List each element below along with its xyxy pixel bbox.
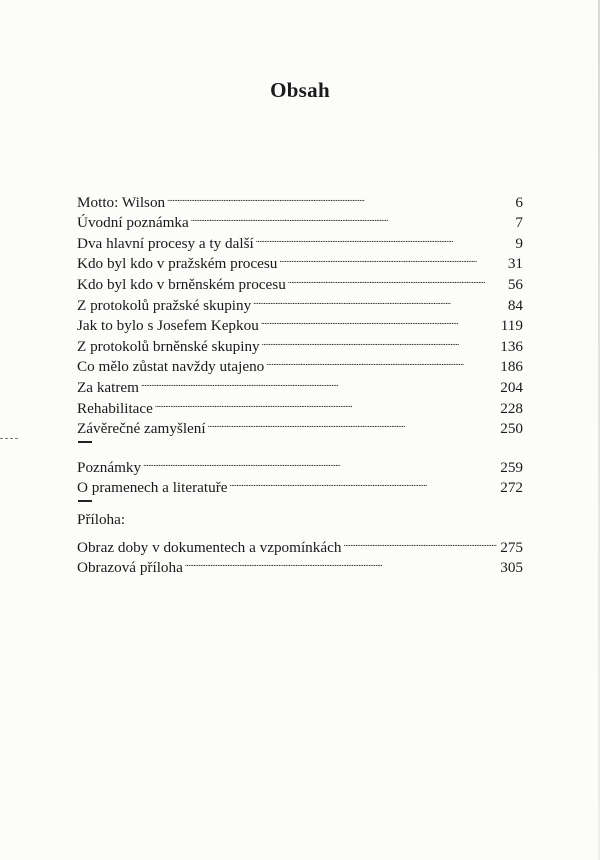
toc-entry-title: Co mělo zůstat navždy utajeno (77, 358, 265, 376)
toc-entry-page: 31 (507, 255, 523, 273)
dot-leader (262, 330, 498, 351)
dot-leader (155, 392, 497, 413)
toc-entry-page: 250 (500, 420, 523, 438)
toc-entry-page: 305 (500, 559, 523, 577)
toc-entry-title: Kdo byl kdo v brněnském procesu (77, 275, 286, 293)
toc-entry-title: Úvodní poznámka (77, 214, 189, 232)
toc-entry-title: Motto: Wilson (77, 193, 166, 211)
toc-entry-title: Z protokolů pražské skupiny (77, 296, 252, 314)
toc-entry-page: 275 (500, 538, 523, 556)
dot-leader (253, 289, 498, 310)
dot-leader (261, 310, 498, 331)
table-of-contents (77, 186, 523, 577)
toc-entry-title: Obraz doby v dokumentech a vzpomínkách (77, 538, 342, 556)
toc-entry-title: Z protokolů brněnské skupiny (77, 337, 260, 355)
toc-entry-page: 56 (507, 275, 523, 293)
toc-entry-title: Rehabilitace (77, 399, 153, 417)
dot-leader (343, 531, 497, 552)
toc-entry-page: 186 (500, 358, 523, 376)
dot-leader (279, 248, 498, 269)
dot-leader (167, 186, 498, 207)
dot-leader (141, 371, 497, 392)
toc-entry-title: Za katrem (77, 378, 139, 396)
appendix-heading: Příloha: (77, 511, 126, 529)
toc-entry-page: 136 (500, 337, 523, 355)
toc-entry (77, 186, 523, 211)
dot-leader (256, 227, 498, 248)
toc-entry-page: 204 (500, 378, 523, 396)
toc-entry-page: 259 (500, 458, 523, 476)
dot-leader (143, 451, 497, 472)
dot-leader (266, 351, 497, 372)
toc-entry (77, 392, 523, 417)
toc-entry-title: Obrazová příloha (77, 559, 183, 577)
dot-leader (288, 268, 498, 289)
toc-entry-title: Závěrečné zamyšlení (77, 420, 206, 438)
toc-entry-title: Poznámky (77, 458, 142, 476)
toc-entry-page: 228 (500, 399, 523, 417)
toc-entry-title: Kdo byl kdo v pražském procesu (77, 255, 278, 273)
toc-entry-title: Dva hlavní procesy a ty další (77, 234, 254, 252)
toc-entry-page: 84 (507, 296, 523, 314)
dot-leader (230, 472, 498, 493)
toc-entry (77, 472, 523, 497)
toc-notes-section (77, 451, 523, 497)
scan-margin-mark (0, 438, 18, 440)
dot-leader (185, 552, 497, 573)
toc-main-section (77, 186, 523, 438)
dot-leader (208, 413, 498, 434)
toc-entry-page: 9 (515, 234, 523, 252)
toc-entry-page: 7 (515, 214, 523, 232)
toc-entry (77, 531, 523, 556)
toc-entry-page: 272 (500, 479, 523, 497)
toc-entry-page: 119 (500, 317, 523, 335)
toc-entry-page: 6 (515, 193, 523, 211)
section-divider (77, 492, 523, 510)
toc-entry (77, 371, 523, 396)
toc-appendix-section (77, 531, 523, 577)
toc-entry (77, 451, 523, 476)
section-divider (77, 433, 523, 451)
toc-entry-title: Jak to bylo s Josefem Kepkou (77, 317, 259, 335)
dot-leader (191, 207, 498, 228)
toc-entry-title: O pramenech a literatuře (77, 479, 228, 497)
page-title: Obsah (270, 78, 330, 102)
